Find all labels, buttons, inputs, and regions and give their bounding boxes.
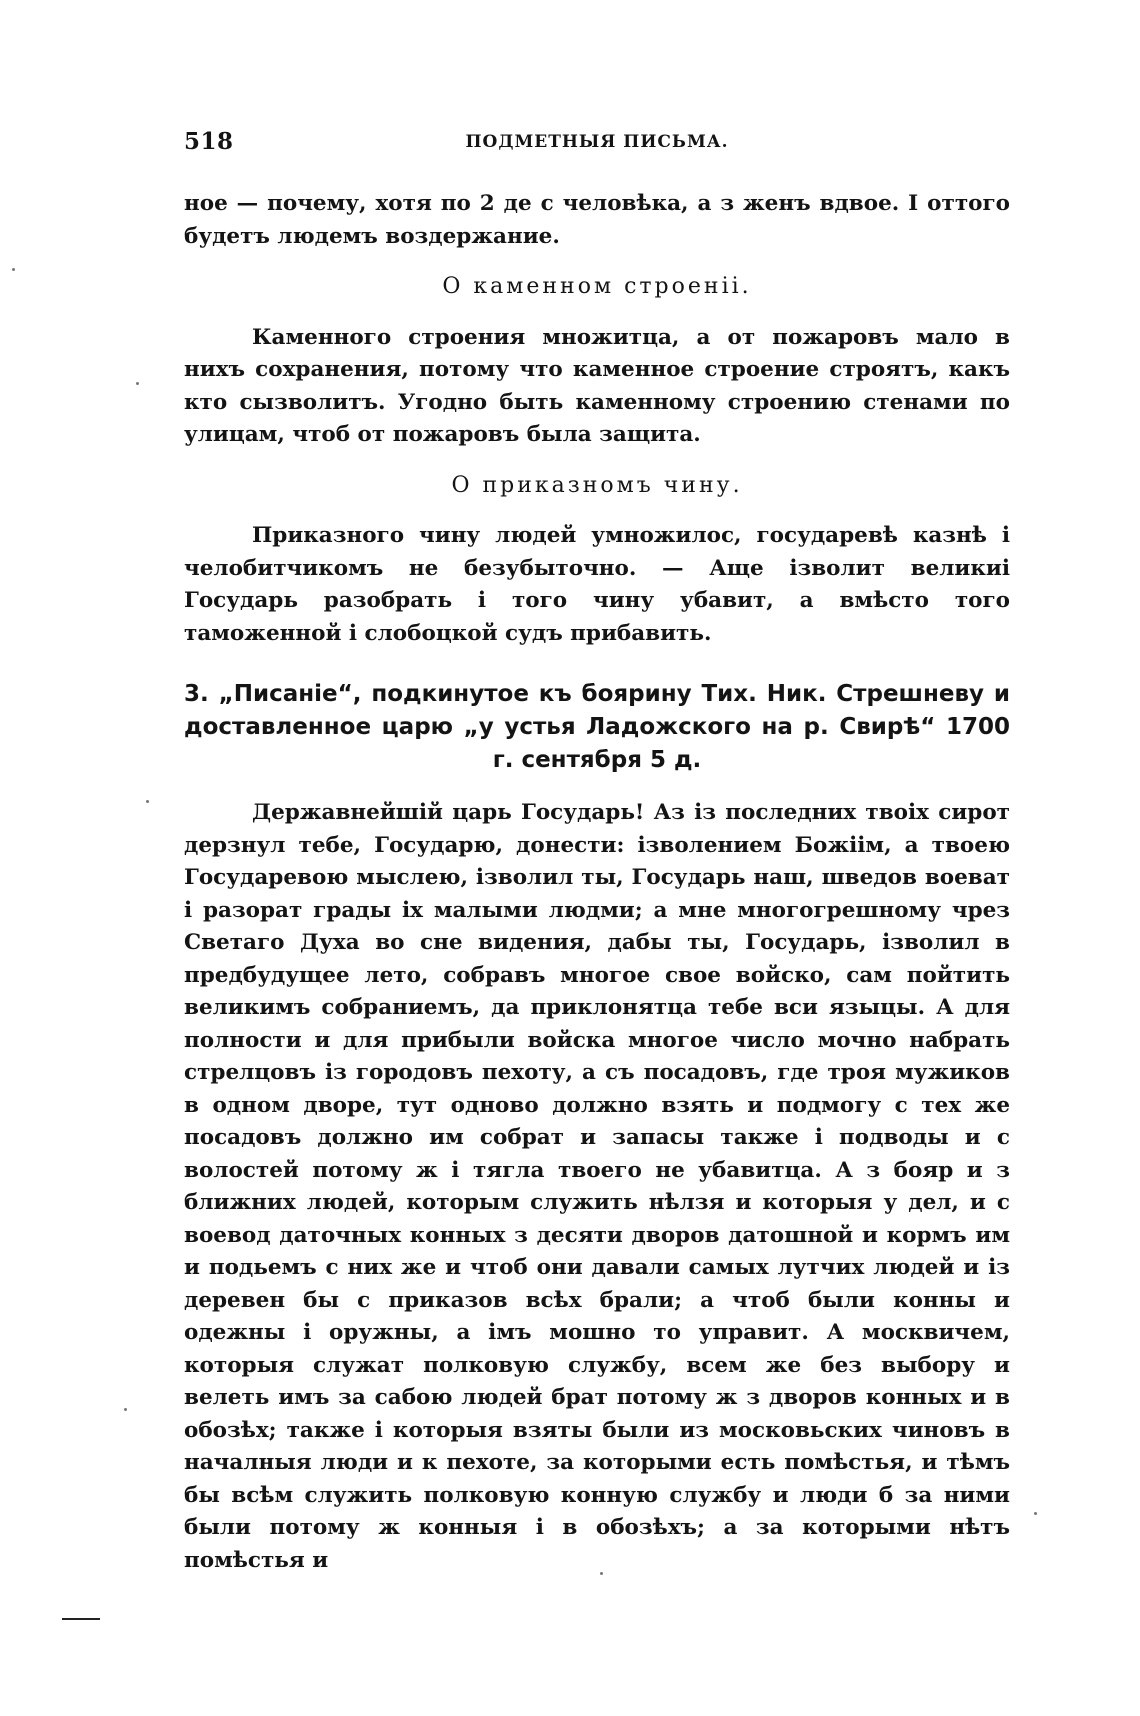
document-heading: 3. „Писанiе“, подкинутое къ боярину Тих. Ник. Стрешневу и доставленное царю „у устья Ладожского на р. Свирѣ“ 1700 г. сентября 5 д. [184,681,1010,773]
section-heading-stone-building: О каменном строенiі. [442,274,752,299]
paragraph-petition: Державнейшiй царь Государь! Аз із последних твоiх сирот дерзнул тебе, Государю, донести: ізволением Божiім, а твоею Государевою мыслею, ізволил ты, Государь наш, шведов воеват і разорат грады іх малыми людми; а мне многогрешному чрез Светаго Духа во сне видения, дабы ты, Государь, ізволил в предбудущее лето, собравъ многое свое войско, сам пойтить великимъ собраниемъ, да приклонятца тебе вси языцы. А для полности и для прибыли войска многое число мочно набрать стрелцовъ із городовъ пехоту, а съ посадовъ, где троя мужиков в одном дворе, тут одново должно взять и подмогу с тех же посадовъ должно им собрат и запасы также і подводы и с волостей потому ж і тягла твоего не убавитца. А з бояр и з ближних людей, которым служить нѣлзя и которыя у дел, и с воевод даточных конных з десяти дворов датошной и кормъ им и подьемъ с них же и чтоб они давали самых лутчих людей и із деревен бы с приказов всѣх брали; а чтоб были конны и одежны і оружны, а імъ мошно то управит. А москвичем, которыя служат полковую службу, всем же без выбору и велеть имъ за сабою людей брат потому ж з дворов конных и в обозѣх; также і которыя взяты были из московьских чиновъ в началныя люди и к пехоте, за которыми есть помѣстья, и тѣмъ бы всѣм служить полковую конную службу и люди б за ними были потому ж конныя і в обозѣхъ; а за которыми нѣтъ помѣстья и [184,800,1010,1573]
scan-margin-mark [62,1618,100,1620]
scan-speck [600,1572,603,1575]
page-number: 518 [184,128,234,155]
paragraph-continuation: ное — почему, хотя по 2 де с человѣка, а з женъ вдвое. I оттого будетъ людемъ воздержание. [184,191,1010,249]
scan-speck [124,1408,127,1411]
running-head [184,128,1010,164]
scan-speck [146,800,149,803]
section-heading-clerk-rank: О приказномъ чину. [451,472,743,498]
text-column [184,188,1010,1577]
paragraph-clerk-rank: Приказного чину людей умножилос, государевѣ казнѣ і челобитчикомъ не безубыточно. — Аще ізволит великиі Государь разобрать і того чину убавит, а вмѣсто того таможенной і слобоцкой судъ прибавить. [184,523,1010,646]
running-title: ПОДМЕТНЫЯ ПИСЬМА. [465,132,729,152]
scan-speck [12,268,15,271]
scan-speck [136,382,139,385]
scan-speck [1034,1512,1037,1515]
paragraph-stone-building: Каменного строения множитца, а от пожаровъ мало в нихъ сохранения, потому что каменное строение строятъ, какъ кто сызволитъ. Угодно быть каменному строению стенами по улицам, чтоб от пожаровъ была защита. [184,324,1010,447]
